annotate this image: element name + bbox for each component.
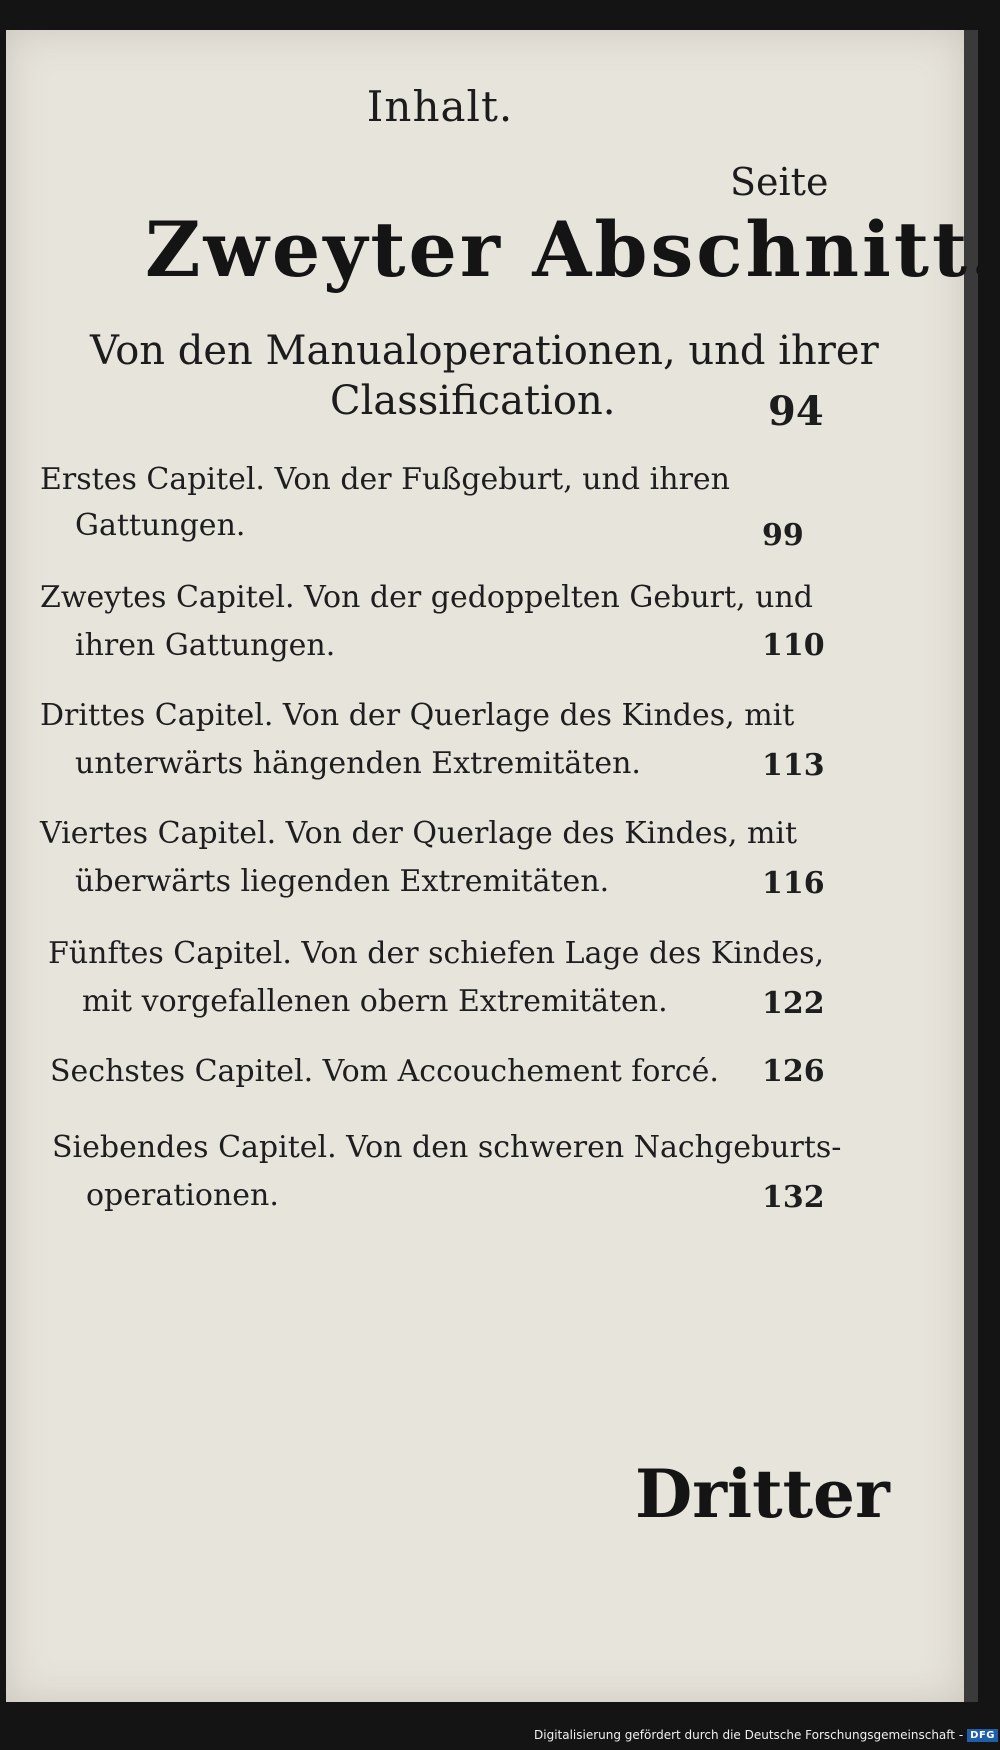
section-subtitle-line2: Classification. bbox=[330, 378, 616, 424]
page-header: Inhalt. bbox=[366, 82, 514, 131]
catchword: Dritter bbox=[635, 1455, 890, 1533]
toc-entry-4-line1: Viertes Capitel. Von der Querlage des Kindes, mit bbox=[40, 816, 798, 851]
toc-entry-4-line2: überwärts liegenden Extremitäten. bbox=[75, 864, 610, 899]
footer-text: Digitalisierung gefördert durch die Deutsche Forschungsgemeinschaft - bbox=[534, 1728, 964, 1742]
digitization-footer bbox=[534, 1724, 998, 1746]
toc-entry-6-line1: Sechstes Capitel. Vom Accouchement forcé. bbox=[50, 1054, 719, 1089]
toc-entry-2-page: 110 bbox=[762, 628, 825, 663]
toc-entry-2-line2: ihren Gattungen. bbox=[75, 628, 336, 663]
toc-entry-4-page: 116 bbox=[762, 866, 825, 901]
section-subtitle-line1: Von den Manualoperationen, und ihrer bbox=[90, 328, 879, 374]
toc-entry-5-line2: mit vorgefallenen obern Extremitäten. bbox=[82, 984, 668, 1019]
toc-entry-7-line2: operationen. bbox=[86, 1178, 279, 1213]
toc-entry-1-line2: Gattungen. bbox=[75, 508, 246, 543]
toc-entry-3-line1: Drittes Capitel. Von der Querlage des Kindes, mit bbox=[40, 698, 795, 733]
toc-entry-6-page: 126 bbox=[762, 1054, 825, 1089]
dfg-logo: DFG bbox=[967, 1729, 998, 1742]
section-page-number: 94 bbox=[768, 388, 824, 435]
toc-entry-5-line1: Fünftes Capitel. Von der schiefen Lage des Kindes, bbox=[48, 936, 825, 971]
toc-entry-1-page: 99 bbox=[762, 518, 804, 553]
toc-entry-5-page: 122 bbox=[762, 986, 825, 1021]
toc-entry-2-line1: Zweytes Capitel. Von der gedoppelten Geburt, und bbox=[40, 580, 813, 615]
toc-entry-1-line1: Erstes Capitel. Von der Fußgeburt, und ihren bbox=[40, 462, 730, 497]
toc-entry-7-line1: Siebendes Capitel. Von den schweren Nachgeburts- bbox=[52, 1130, 842, 1165]
toc-entry-3-page: 113 bbox=[762, 748, 825, 783]
section-title: Zweyter Abschnitt. bbox=[145, 205, 1000, 294]
page-column-label: Seite bbox=[730, 160, 829, 204]
toc-entry-7-page: 132 bbox=[762, 1180, 825, 1215]
toc-entry-3-line2: unterwärts hängenden Extremitäten. bbox=[75, 746, 641, 781]
